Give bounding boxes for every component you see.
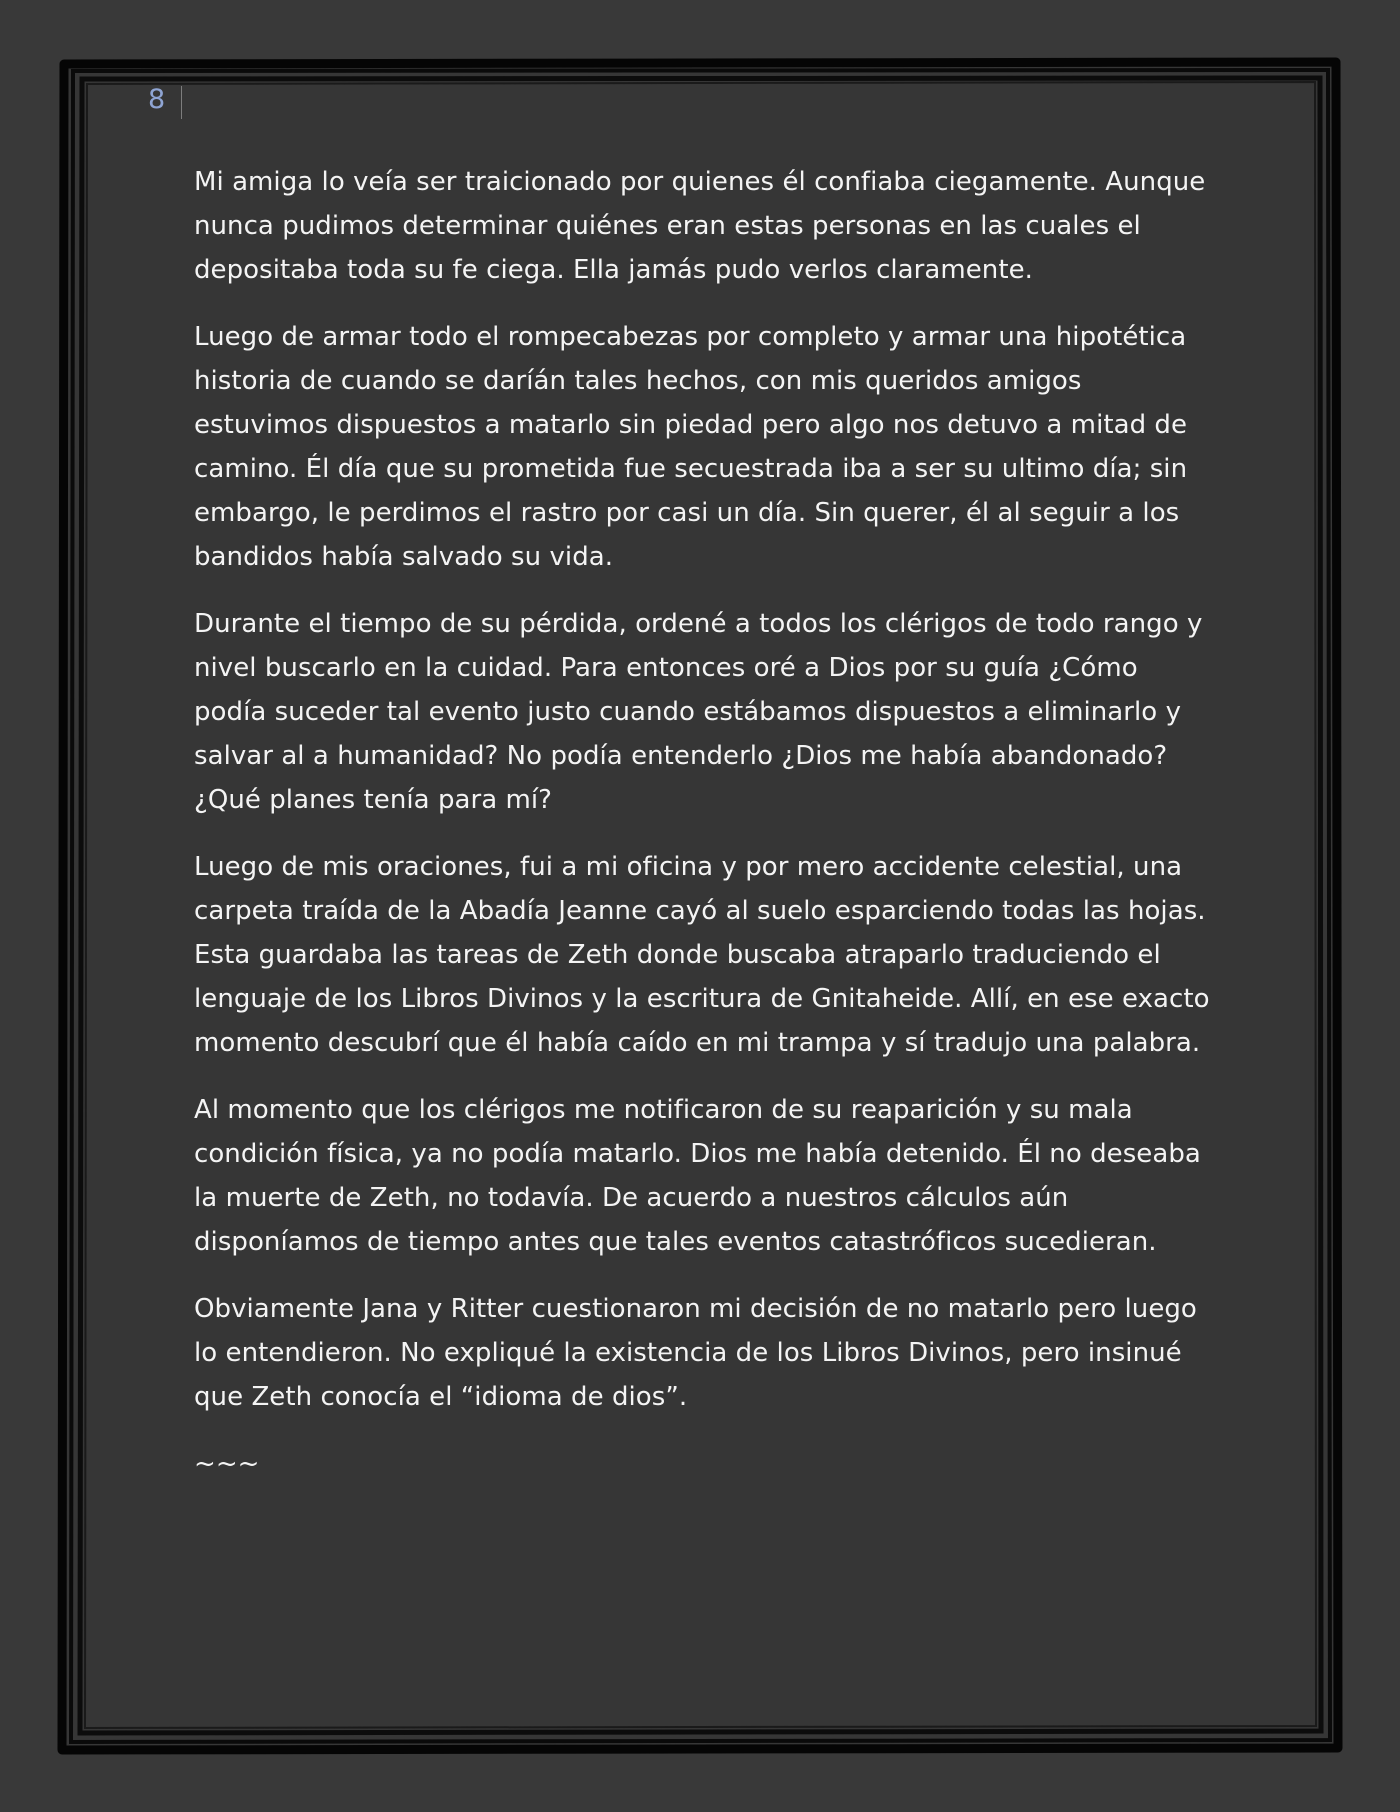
paragraph: Al momento que los clérigos me notificaron de su reaparición y su mala condición física, ya no podía matarlo. Dios me había detenido. Él no deseaba la muerte de Zeth, no todavía. De acuerdo a nuestros cálculos aún disponíamos de tiempo antes que tales eventos catastróficos sucedieran. — [194, 1095, 1201, 1257]
paragraph: Mi amiga lo veía ser traicionado por quienes él confiaba ciegamente. Aunque nunca pudimos determinar quiénes eran estas personas en las cuales el depositaba toda su fe ciega. Ella jamás pudo verlos claramente. — [194, 167, 1206, 285]
body-text — [194, 160, 1214, 1509]
paragraph: Luego de armar todo el rompecabezas por completo y armar una hipotética historia de cuando se daríán tales hechos, con mis queridos amigos estuvimos dispuestos a matarlo sin piedad pero algo nos detuvo a mitad de camino. Él día que su prometida fue secuestrada iba a ser su ultimo día; sin embargo, le perdimos el rastro por casi un día. Sin querer, él al seguir a los bandidos había salvado su vida. — [194, 322, 1188, 572]
page-number-divider — [181, 86, 182, 119]
paragraph: Durante el tiempo de su pérdida, ordené a todos los clérigos de todo rango y nivel buscarlo en la cuidad. Para entonces oré a Dios por su guía ¿Cómo podía suceder tal evento justo cuando estábamos dispuestos a eliminarlo y salvar al a humanidad? No podía entenderlo ¿Dios me había abandonado? ¿Qué planes tenía para mí? — [194, 609, 1203, 815]
paragraph: Luego de mis oraciones, fui a mi oficina y por mero accidente celestial, una carpeta traída de la Abadía Jeanne cayó al suelo esparciendo todas las hojas. Esta guardaba las tareas de Zeth donde buscaba atraparlo traduciendo el lenguaje de los Libros Divinos y la escritura de Gnitaheide. Allí, en ese exacto momento descubrí que él había caído en mi trampa y sí tradujo una palabra. — [194, 852, 1210, 1058]
paragraph: Obviamente Jana y Ritter cuestionaron mi decisión de no matarlo pero luego lo entendieron. No expliqué la existencia de los Libros Divinos, pero insinué que Zeth conocía el “idioma de dios”. — [194, 1294, 1197, 1412]
page-number: 8 — [148, 84, 166, 115]
section-separator: ~~~ — [194, 1449, 260, 1479]
